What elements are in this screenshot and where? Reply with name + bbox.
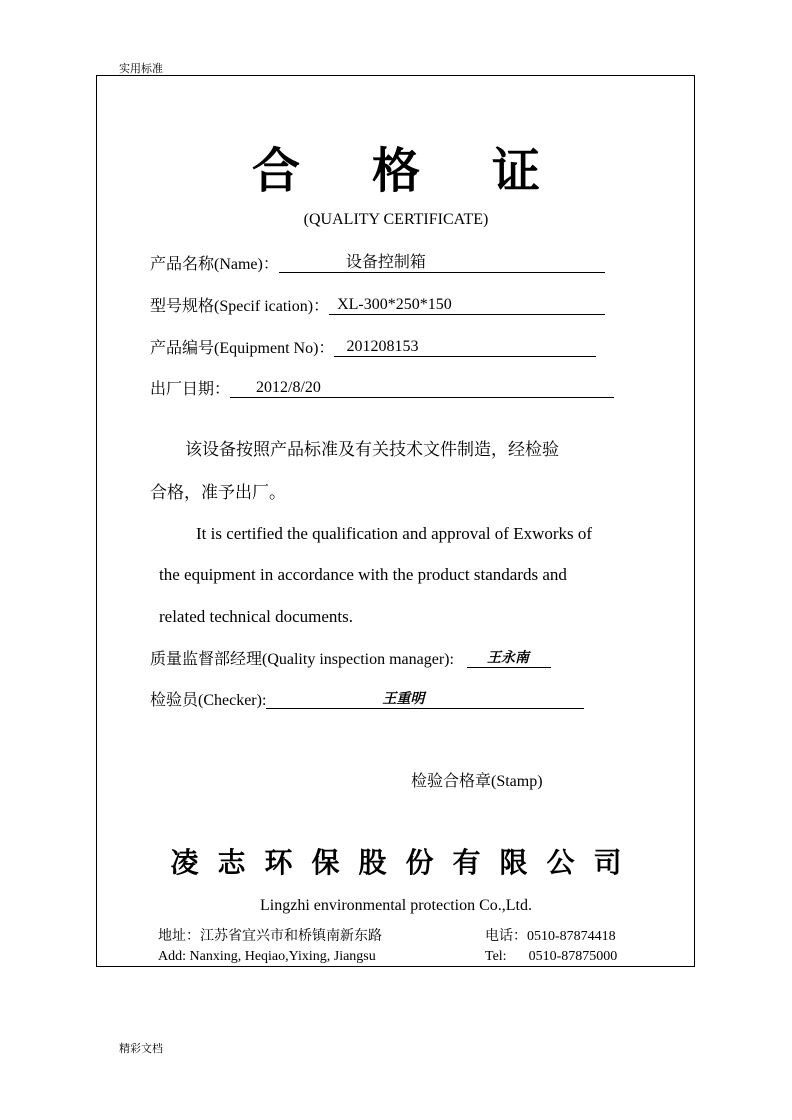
page-header-note: 实用标准 bbox=[119, 63, 163, 75]
quality-manager-field bbox=[150, 650, 551, 668]
model-spec-value: XL-300*250*150 bbox=[329, 297, 605, 315]
factory-date-label: 出厂日期： bbox=[150, 381, 231, 398]
quality-manager-signature: 王永南 bbox=[486, 650, 529, 666]
company-phone-en-value: 0510-87875000 bbox=[528, 949, 618, 964]
quality-manager-signature-line bbox=[467, 650, 551, 668]
company-name-en: Lingzhi environmental protection Co.,Ltd. bbox=[260, 897, 532, 914]
factory-date-value: 2012/8/20 bbox=[230, 380, 614, 398]
checker-field bbox=[150, 691, 584, 709]
product-name-field bbox=[150, 255, 605, 273]
stamp-label: 检验合格章(Stamp) bbox=[411, 773, 543, 790]
company-phone-en-label: Tel: bbox=[485, 949, 507, 964]
company-address-cn: 地址：江苏省宜兴市和桥镇南新东路 bbox=[158, 929, 382, 944]
product-name-label: 产品名称(Name)： bbox=[150, 256, 279, 273]
certificate-frame bbox=[96, 75, 695, 967]
company-phone-cn: 电话：0510-87874418 bbox=[485, 929, 616, 944]
statement-en-line-3: related technical documents. bbox=[159, 607, 353, 626]
factory-date-field bbox=[150, 380, 614, 398]
company-address-en: Add: Nanxing, Heqiao,Yixing, Jiangsu bbox=[158, 949, 376, 964]
checker-signature: 王重明 bbox=[382, 691, 425, 707]
company-name-cn: 凌志环保股份有限公司 bbox=[170, 846, 641, 879]
statement-en-line-2: the equipment in accordance with the product standards and bbox=[159, 565, 567, 584]
quality-manager-label: 质量监督部经理(Quality inspection manager): bbox=[150, 651, 454, 668]
company-phone-en bbox=[485, 950, 617, 964]
model-spec-label: 型号规格(Specif ication)： bbox=[150, 298, 330, 315]
statement-cn-line-2: 合格，准予出厂。 bbox=[150, 483, 286, 502]
equipment-no-field bbox=[150, 339, 596, 357]
checker-signature-line bbox=[266, 691, 584, 709]
certificate-subtitle: (QUALITY CERTIFICATE) bbox=[303, 211, 489, 228]
statement-en-line-1: It is certified the qualification and approval of Exworks of bbox=[196, 524, 593, 543]
equipment-no-label: 产品编号(Equipment No)： bbox=[150, 340, 335, 357]
statement-cn-line-1: 该设备按照产品标准及有关技术文件制造，经检验 bbox=[185, 440, 559, 459]
equipment-no-value: 201208153 bbox=[334, 339, 596, 357]
checker-label: 检验员(Checker): bbox=[150, 692, 267, 709]
model-spec-field bbox=[150, 297, 605, 315]
product-name-value: 设备控制箱 bbox=[279, 255, 605, 273]
page-footer-note: 精彩文档 bbox=[119, 1043, 163, 1055]
certificate-title: 合格证 bbox=[251, 143, 612, 199]
